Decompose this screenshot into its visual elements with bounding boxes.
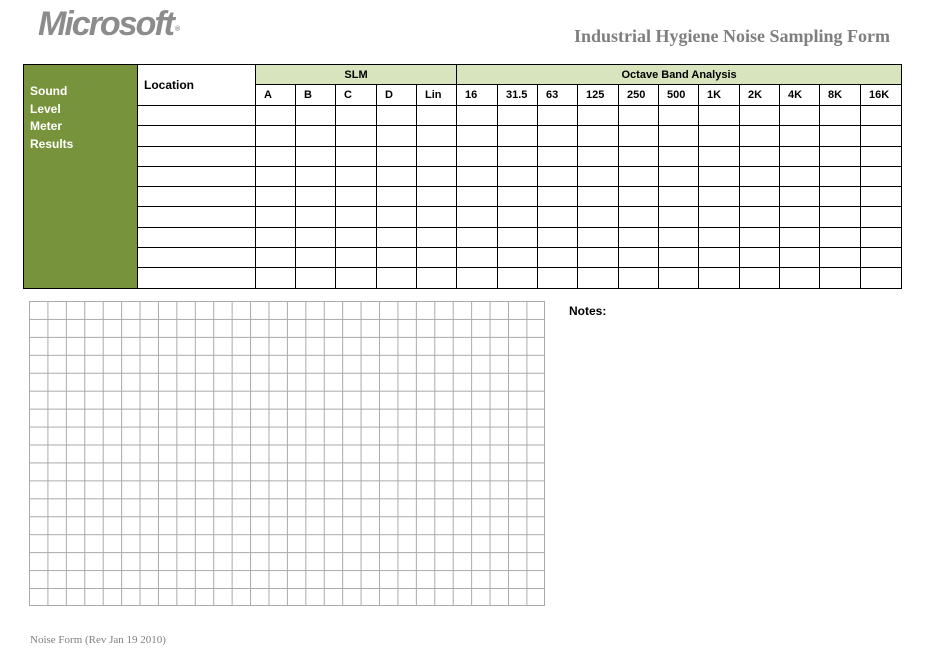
registered-mark: ®: [175, 26, 181, 33]
reading-entry-cell[interactable]: [377, 207, 417, 227]
table-row: [24, 106, 902, 126]
reading-entry-cell[interactable]: [740, 227, 780, 247]
reading-entry-cell[interactable]: [377, 106, 417, 126]
reading-entry-cell[interactable]: [417, 248, 457, 268]
reading-entry-cell[interactable]: [578, 227, 619, 247]
reading-entry-cell[interactable]: [336, 187, 377, 207]
reading-entry-cell[interactable]: [296, 146, 336, 166]
reading-entry-cell[interactable]: [377, 268, 417, 288]
reading-entry-cell[interactable]: [498, 248, 538, 268]
reading-entry-cell[interactable]: [659, 166, 699, 186]
reading-entry-cell[interactable]: [619, 227, 659, 247]
reading-entry-cell[interactable]: [780, 268, 820, 288]
reading-entry-cell[interactable]: [659, 126, 699, 146]
slm-col-header: C: [336, 85, 377, 106]
microsoft-logo: [38, 4, 181, 44]
reading-entry-cell[interactable]: [578, 106, 619, 126]
sketch-grid: [29, 301, 545, 606]
table-row: [24, 227, 902, 247]
reading-entry-cell[interactable]: [699, 146, 740, 166]
reading-entry-cell[interactable]: [498, 207, 538, 227]
reading-entry-cell[interactable]: [780, 227, 820, 247]
reading-entry-cell[interactable]: [861, 187, 902, 207]
reading-entry-cell[interactable]: [861, 166, 902, 186]
reading-entry-cell[interactable]: [619, 106, 659, 126]
reading-entry-cell[interactable]: [417, 146, 457, 166]
reading-entry-cell[interactable]: [296, 207, 336, 227]
slm-col-header: A: [256, 85, 296, 106]
reading-entry-cell[interactable]: [740, 187, 780, 207]
side-label-line: Meter: [30, 119, 63, 133]
reading-entry-cell[interactable]: [336, 227, 377, 247]
octave-col-header: 2K: [740, 85, 780, 106]
reading-entry-cell[interactable]: [336, 106, 377, 126]
reading-entry-cell[interactable]: [417, 106, 457, 126]
octave-col-header: 8K: [820, 85, 861, 106]
slm-col-header: Lin: [417, 85, 457, 106]
reading-entry-cell[interactable]: [377, 146, 417, 166]
table-row: [24, 126, 902, 146]
reading-entry-cell[interactable]: [538, 248, 578, 268]
octave-col-header: 125: [578, 85, 619, 106]
reading-entry-cell[interactable]: [457, 166, 498, 186]
reading-entry-cell[interactable]: [780, 126, 820, 146]
reading-entry-cell[interactable]: [820, 187, 861, 207]
reading-entry-cell[interactable]: [659, 248, 699, 268]
table-row: [24, 146, 902, 166]
reading-entry-cell[interactable]: [659, 207, 699, 227]
reading-entry-cell[interactable]: [417, 166, 457, 186]
reading-entry-cell[interactable]: [699, 166, 740, 186]
reading-entry-cell[interactable]: [457, 187, 498, 207]
location-header: Location: [138, 65, 256, 106]
reading-entry-cell[interactable]: [780, 207, 820, 227]
reading-entry-cell[interactable]: [256, 106, 296, 126]
reading-entry-cell[interactable]: [296, 268, 336, 288]
reading-entry-cell[interactable]: [417, 207, 457, 227]
location-entry-cell[interactable]: [138, 248, 256, 268]
reading-entry-cell[interactable]: [256, 207, 296, 227]
reading-entry-cell[interactable]: [780, 187, 820, 207]
reading-entry-cell[interactable]: [780, 146, 820, 166]
reading-entry-cell[interactable]: [457, 227, 498, 247]
reading-entry-cell[interactable]: [457, 207, 498, 227]
reading-entry-cell[interactable]: [659, 146, 699, 166]
reading-entry-cell[interactable]: [780, 248, 820, 268]
reading-entry-cell[interactable]: [820, 248, 861, 268]
reading-entry-cell[interactable]: [538, 268, 578, 288]
reading-entry-cell[interactable]: [659, 106, 699, 126]
reading-entry-cell[interactable]: [820, 166, 861, 186]
reading-entry-cell[interactable]: [578, 146, 619, 166]
reading-entry-cell[interactable]: [498, 166, 538, 186]
reading-entry-cell[interactable]: [256, 248, 296, 268]
reading-entry-cell[interactable]: [538, 146, 578, 166]
octave-col-header: 31.5: [498, 85, 538, 106]
reading-entry-cell[interactable]: [619, 146, 659, 166]
reading-entry-cell[interactable]: [578, 207, 619, 227]
table-row: [24, 166, 902, 186]
reading-entry-cell[interactable]: [377, 187, 417, 207]
octave-band-header: Octave Band Analysis: [457, 65, 902, 85]
reading-entry-cell[interactable]: [498, 268, 538, 288]
reading-entry-cell[interactable]: [296, 248, 336, 268]
location-entry-cell[interactable]: [138, 207, 256, 227]
location-entry-cell[interactable]: [138, 106, 256, 126]
reading-entry-cell[interactable]: [457, 248, 498, 268]
location-entry-cell[interactable]: [138, 126, 256, 146]
reading-entry-cell[interactable]: [820, 126, 861, 146]
reading-entry-cell[interactable]: [498, 106, 538, 126]
group-header-row: [24, 65, 902, 85]
side-label-line: Results: [30, 136, 74, 151]
location-entry-cell[interactable]: [138, 227, 256, 247]
reading-entry-cell[interactable]: [498, 126, 538, 146]
reading-entry-cell[interactable]: [256, 166, 296, 186]
location-entry-cell[interactable]: [138, 166, 256, 186]
reading-entry-cell[interactable]: [538, 126, 578, 146]
reading-entry-cell[interactable]: [861, 268, 902, 288]
reading-entry-cell[interactable]: [619, 248, 659, 268]
reading-entry-cell[interactable]: [699, 227, 740, 247]
reading-entry-cell[interactable]: [699, 187, 740, 207]
location-entry-cell[interactable]: [138, 268, 256, 288]
reading-entry-cell[interactable]: [457, 126, 498, 146]
reading-entry-cell[interactable]: [861, 248, 902, 268]
reading-entry-cell[interactable]: [538, 227, 578, 247]
octave-col-header: 4K: [780, 85, 820, 106]
reading-entry-cell[interactable]: [457, 268, 498, 288]
reading-entry-cell[interactable]: [296, 227, 336, 247]
reading-entry-cell[interactable]: [699, 106, 740, 126]
octave-col-header: 500: [659, 85, 699, 106]
reading-entry-cell[interactable]: [377, 166, 417, 186]
reading-entry-cell[interactable]: [861, 227, 902, 247]
reading-entry-cell[interactable]: [578, 248, 619, 268]
reading-entry-cell[interactable]: [417, 187, 457, 207]
reading-entry-cell[interactable]: [256, 126, 296, 146]
reading-entry-cell[interactable]: [820, 207, 861, 227]
reading-entry-cell[interactable]: [417, 126, 457, 146]
reading-entry-cell[interactable]: [820, 106, 861, 126]
reading-entry-cell[interactable]: [296, 126, 336, 146]
reading-entry-cell[interactable]: [336, 146, 377, 166]
reading-entry-cell[interactable]: [861, 126, 902, 146]
reading-entry-cell[interactable]: [538, 207, 578, 227]
footer-revision: Noise Form (Rev Jan 19 2010): [30, 634, 166, 646]
location-entry-cell[interactable]: [138, 187, 256, 207]
reading-entry-cell[interactable]: [296, 106, 336, 126]
location-entry-cell[interactable]: [138, 146, 256, 166]
reading-entry-cell[interactable]: [296, 166, 336, 186]
octave-col-header: 16: [457, 85, 498, 106]
reading-entry-cell[interactable]: [619, 268, 659, 288]
reading-entry-cell[interactable]: [659, 227, 699, 247]
reading-entry-cell[interactable]: [457, 146, 498, 166]
reading-entry-cell[interactable]: [699, 126, 740, 146]
reading-entry-cell[interactable]: [296, 187, 336, 207]
side-label-cell: [24, 65, 138, 289]
reading-entry-cell[interactable]: [336, 166, 377, 186]
reading-entry-cell[interactable]: [578, 268, 619, 288]
octave-col-header: 250: [619, 85, 659, 106]
reading-entry-cell[interactable]: [619, 187, 659, 207]
logo-text: Microsoft: [38, 5, 173, 43]
reading-entry-cell[interactable]: [256, 227, 296, 247]
reading-entry-cell[interactable]: [780, 166, 820, 186]
notes-label: Notes:: [569, 304, 607, 318]
reading-entry-cell[interactable]: [256, 268, 296, 288]
reading-entry-cell[interactable]: [659, 187, 699, 207]
reading-entry-cell[interactable]: [780, 106, 820, 126]
reading-entry-cell[interactable]: [336, 268, 377, 288]
reading-entry-cell[interactable]: [578, 166, 619, 186]
reading-entry-cell[interactable]: [336, 248, 377, 268]
reading-entry-cell[interactable]: [256, 146, 296, 166]
reading-entry-cell[interactable]: [740, 248, 780, 268]
reading-entry-cell[interactable]: [377, 248, 417, 268]
reading-entry-cell[interactable]: [861, 146, 902, 166]
reading-entry-cell[interactable]: [740, 106, 780, 126]
reading-entry-cell[interactable]: [740, 207, 780, 227]
reading-entry-cell[interactable]: [740, 126, 780, 146]
reading-entry-cell[interactable]: [699, 268, 740, 288]
reading-entry-cell[interactable]: [578, 187, 619, 207]
reading-entry-cell[interactable]: [820, 268, 861, 288]
octave-col-header: 63: [538, 85, 578, 106]
reading-entry-cell[interactable]: [619, 166, 659, 186]
reading-entry-cell[interactable]: [256, 187, 296, 207]
reading-entry-cell[interactable]: [861, 106, 902, 126]
reading-entry-cell[interactable]: [740, 268, 780, 288]
reading-entry-cell[interactable]: [740, 166, 780, 186]
reading-entry-cell[interactable]: [457, 106, 498, 126]
table-row: [24, 187, 902, 207]
reading-entry-cell[interactable]: [699, 248, 740, 268]
reading-entry-cell[interactable]: [538, 106, 578, 126]
reading-entry-cell[interactable]: [740, 146, 780, 166]
reading-entry-cell[interactable]: [699, 207, 740, 227]
reading-entry-cell[interactable]: [538, 166, 578, 186]
reading-entry-cell[interactable]: [336, 207, 377, 227]
reading-entry-cell[interactable]: [336, 126, 377, 146]
octave-col-header: 1K: [699, 85, 740, 106]
reading-entry-cell[interactable]: [820, 227, 861, 247]
octave-col-header: 16K: [861, 85, 902, 106]
reading-entry-cell[interactable]: [377, 227, 417, 247]
reading-entry-cell[interactable]: [820, 146, 861, 166]
reading-entry-cell[interactable]: [619, 207, 659, 227]
table-row: [24, 268, 902, 288]
table-row: [24, 207, 902, 227]
reading-entry-cell[interactable]: [861, 207, 902, 227]
reading-entry-cell[interactable]: [377, 126, 417, 146]
slm-col-header: B: [296, 85, 336, 106]
slm-header: SLM: [256, 65, 457, 85]
side-label-line: Sound: [30, 84, 68, 98]
reading-entry-cell[interactable]: [619, 126, 659, 146]
slm-col-header: D: [377, 85, 417, 106]
reading-entry-cell[interactable]: [498, 227, 538, 247]
reading-entry-cell[interactable]: [498, 146, 538, 166]
table-row: [24, 248, 902, 268]
reading-entry-cell[interactable]: [538, 187, 578, 207]
reading-entry-cell[interactable]: [417, 268, 457, 288]
reading-entry-cell[interactable]: [578, 126, 619, 146]
side-label-line: Level: [30, 101, 61, 116]
reading-entry-cell[interactable]: [417, 227, 457, 247]
reading-entry-cell[interactable]: [659, 268, 699, 288]
reading-entry-cell[interactable]: [498, 187, 538, 207]
sound-level-meter-results-table: [23, 64, 902, 289]
form-title: Industrial Hygiene Noise Sampling Form: [573, 26, 890, 46]
